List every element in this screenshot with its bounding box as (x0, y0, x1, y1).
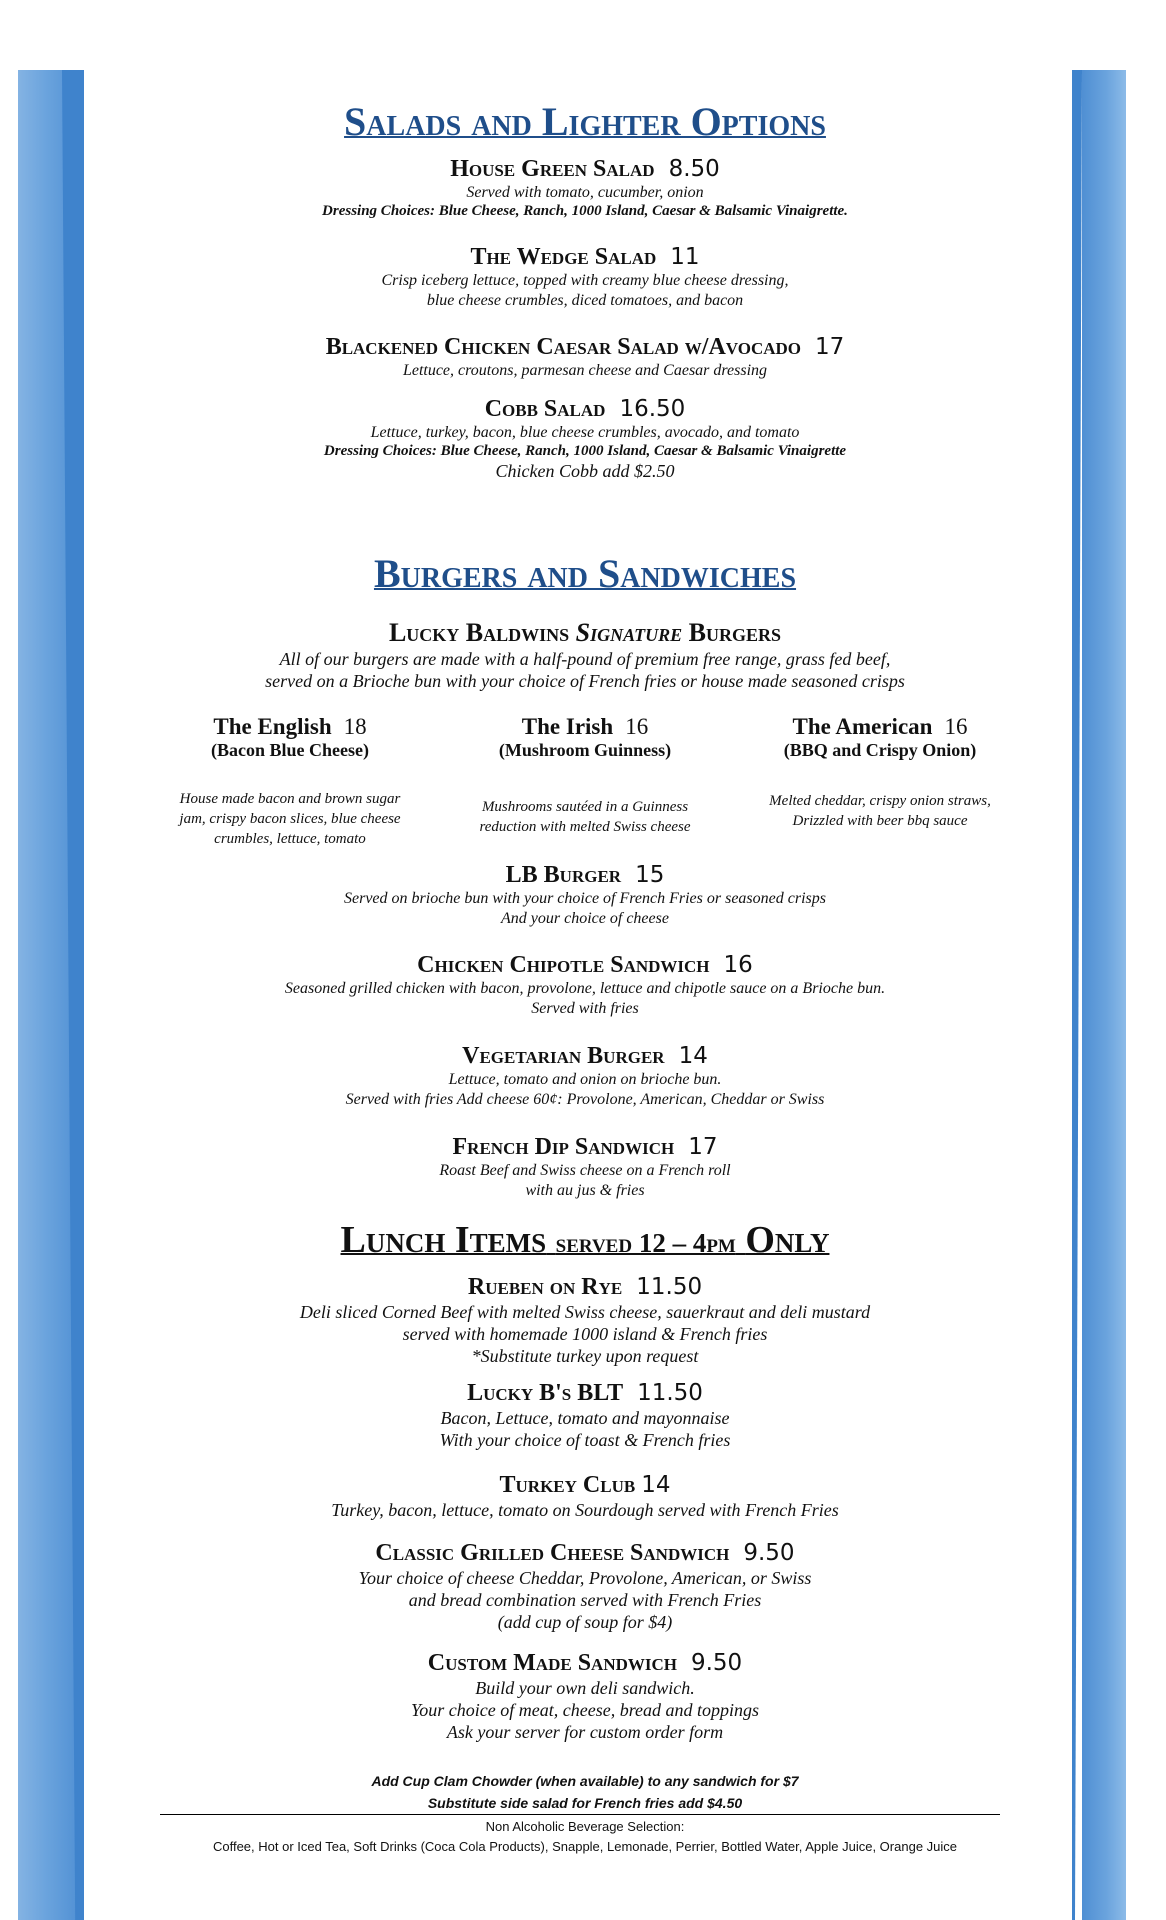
signature-description: served on a Brioche bun with your choice of French fries or house made seasoned crisps (265, 671, 905, 691)
right-decorative-stripe (1072, 70, 1082, 1920)
item-price: 17 (815, 334, 845, 360)
beverage-list: Coffee, Hot or Iced Tea, Soft Drinks (Coca Cola Products), Snapple, Lemonade, Perrier, Bottled Water, Apple Juice, Orange Juice (212, 1839, 958, 1854)
item-description: Seasoned grilled chicken with bacon, provolone, lettuce and chipotle sauce on a Brioche bun. (284, 980, 886, 997)
menu-item-french-dip (120, 1134, 1050, 1201)
item-name: Custom Made Sandwich (427, 1650, 677, 1676)
footer-divider (160, 1814, 1000, 1815)
menu-item-wedge-salad (120, 244, 1050, 311)
item-name: Vegetarian Burger (462, 1043, 665, 1069)
item-price: 8.50 (668, 156, 720, 182)
item-description: with au jus & fries (525, 1182, 645, 1199)
item-description: Bacon, Lettuce, tomato and mayonnaise (440, 1408, 730, 1428)
burger-description: House made bacon and brown sugar (179, 791, 401, 807)
item-price: 16.50 (619, 396, 686, 422)
item-description: (add cup of soup for $4) (497, 1612, 673, 1632)
signature-pre: Lucky Baldwins (388, 618, 570, 647)
menu-item-rueben (120, 1274, 1050, 1367)
item-name: Cobb Salad (484, 396, 606, 422)
burger-price: 18 (343, 714, 367, 739)
item-price: 11.50 (637, 1380, 703, 1406)
lunch-title-a: Lunch Items (340, 1219, 547, 1261)
item-price: 17 (688, 1134, 718, 1160)
item-name: Classic Grilled Cheese Sandwich (375, 1540, 730, 1566)
item-price: 11.50 (636, 1274, 703, 1300)
item-name: Blackened Chicken Caesar Salad w/Avocado (325, 334, 802, 360)
signature-description: All of our burgers are made with a half-pound of premium free range, grass fed beef, (279, 649, 891, 669)
item-description: Served with fries Add cheese 60¢: Provolone, American, Cheddar or Swiss (345, 1091, 825, 1108)
menu-item-custom-sandwich (120, 1650, 1050, 1743)
item-price: 16 (723, 952, 753, 978)
menu-item-house-green-salad (120, 156, 1050, 220)
item-name: Turkey Club (499, 1472, 636, 1498)
lunch-section-title (120, 1218, 1050, 1262)
item-name: Rueben on Rye (467, 1274, 623, 1300)
burger-description: reduction with melted Swiss cheese (479, 819, 691, 835)
menu-item-chicken-chipotle (120, 952, 1050, 1019)
signature-burgers-heading (120, 618, 1050, 692)
burger-description: Melted cheddar, crispy onion straws, (769, 793, 991, 809)
burger-name: The English (213, 714, 332, 739)
burger-description: Mushrooms sautéed in a Guinness (481, 799, 689, 815)
item-price: 9.50 (743, 1540, 795, 1566)
burger-column-english (150, 714, 430, 849)
signature-em: Signature (575, 618, 683, 647)
lunch-title-hours: served 12 – 4pm (555, 1228, 736, 1258)
signature-post: Burgers (688, 618, 782, 647)
item-description: Turkey, bacon, lettuce, tomato on Sourdough served with French Fries (331, 1500, 839, 1520)
item-description: Deli sliced Corned Beef with melted Swiss cheese, sauerkraut and deli mustard (299, 1302, 871, 1322)
item-name: LB Burger (505, 862, 622, 888)
item-description: Served on brioche bun with your choice of French Fries or seasoned crisps (344, 890, 826, 907)
burger-name: The Irish (521, 714, 614, 739)
menu-item-grilled-cheese (120, 1540, 1050, 1633)
item-name: French Dip Sandwich (452, 1134, 675, 1160)
item-description: *Substitute turkey upon request (471, 1346, 699, 1366)
item-description: Roast Beef and Swiss cheese on a French roll (439, 1162, 731, 1179)
burger-price: 16 (944, 714, 968, 739)
burger-description: crumbles, lettuce, tomato (214, 831, 366, 847)
item-description: Lettuce, turkey, bacon, blue cheese crumbles, avocado, and tomato (370, 424, 800, 441)
item-description: With your choice of toast & French fries (439, 1430, 731, 1450)
menu-item-lb-burger (120, 862, 1050, 929)
item-name: Lucky B's BLT (467, 1380, 624, 1406)
dressing-choices: Dressing Choices: Blue Cheese, Ranch, 1000 Island, Caesar & Balsamic Vinaigrette (323, 443, 847, 459)
item-description: Served with fries (531, 1000, 639, 1017)
item-description: Lettuce, tomato and onion on brioche bun. (448, 1071, 722, 1088)
right-decorative-band (1082, 70, 1126, 1920)
item-description: Your choice of meat, cheese, bread and toppings (410, 1700, 760, 1720)
salads-section-title: Salads and Lighter Options (344, 99, 826, 144)
item-description: Your choice of cheese Cheddar, Provolone, American, or Swiss (358, 1568, 812, 1588)
menu-item-vegetarian-burger (120, 1043, 1050, 1110)
item-price: 9.50 (690, 1650, 743, 1676)
footer-side-salad: Substitute side salad for French fries add $4.50 (427, 1795, 743, 1811)
item-description: served with homemade 1000 island & French fries (402, 1324, 768, 1344)
beverage-title: Non Alcoholic Beverage Selection: (485, 1819, 685, 1834)
burgers-section-title: Burgers and Sandwiches (373, 551, 797, 596)
footer-clam-chowder: Add Cup Clam Chowder (when available) to any sandwich for $7 (371, 1773, 799, 1789)
burger-subtitle: (BBQ and Crispy Onion) (783, 740, 977, 760)
item-description: and bread combination served with French Fries (408, 1590, 762, 1610)
burger-column-irish (445, 714, 725, 837)
burger-description: jam, crispy bacon slices, blue cheese (179, 811, 401, 827)
burger-price: 16 (625, 714, 649, 739)
item-note: Chicken Cobb add $2.50 (495, 461, 675, 481)
item-description: Crisp iceberg lettuce, topped with creamy blue cheese dressing, (381, 272, 789, 289)
item-price: 11 (670, 244, 700, 270)
menu-item-cobb-salad (120, 396, 1050, 482)
burger-subtitle: (Bacon Blue Cheese) (211, 740, 369, 760)
burger-name: The American (792, 714, 933, 739)
item-description: Ask your server for custom order form (446, 1722, 724, 1742)
item-description: Served with tomato, cucumber, onion (466, 184, 704, 201)
item-price: 14 (678, 1043, 708, 1069)
menu-item-blt (120, 1380, 1050, 1451)
menu-item-turkey-club (120, 1472, 1050, 1521)
dressing-choices: Dressing Choices: Blue Cheese, Ranch, 1000 Island, Caesar & Balsamic Vinaigrette. (322, 203, 848, 219)
burger-subtitle: (Mushroom Guinness) (498, 740, 672, 760)
footer-addons (120, 1770, 1050, 1814)
item-description: And your choice of cheese (501, 910, 669, 927)
beverage-section (120, 1817, 1050, 1857)
menu-item-chicken-caesar (120, 334, 1050, 381)
item-name: The Wedge Salad (470, 244, 657, 270)
item-description: Lettuce, croutons, parmesan cheese and Caesar dressing (402, 362, 768, 379)
burger-column-american (740, 714, 1020, 831)
lunch-title-only: Only (745, 1219, 830, 1261)
item-description: Build your own deli sandwich. (475, 1678, 695, 1698)
item-name: Chicken Chipotle Sandwich (417, 952, 710, 978)
item-description: blue cheese crumbles, diced tomatoes, and bacon (426, 292, 744, 309)
item-name: House Green Salad (450, 156, 655, 182)
item-price: 14 (641, 1472, 671, 1498)
item-price: 15 (635, 862, 665, 888)
burger-description: Drizzled with beer bbq sauce (792, 813, 968, 829)
